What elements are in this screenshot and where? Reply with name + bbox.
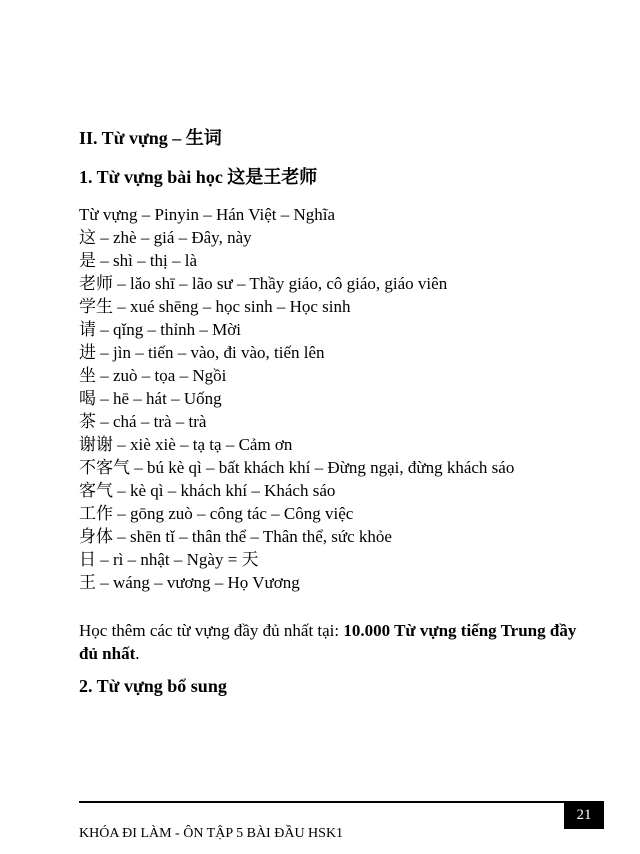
note-period: . (135, 644, 140, 663)
page-number: 21 (564, 801, 604, 829)
vocab-item: 学生 – xué shēng – học sinh – Học sinh (79, 297, 351, 316)
vocab-item: 老师 – lǎo shī – lão sư – Thầy giáo, cô giáo, giáo viên (79, 274, 448, 293)
vocab-item: 日 – rì – nhật – Ngày = 天 (79, 550, 259, 569)
footer-divider (79, 801, 564, 803)
vocab-resource-link-text: 10.000 Từ vựng tiếng Trung đầy đủ nhất (79, 621, 577, 663)
vocab-item: 这 – zhè – giá – Đây, này (79, 228, 252, 247)
vocab-item: 进 – jìn – tiến – vào, đi vào, tiến lên (79, 343, 325, 362)
vocab-item: 谢谢 – xiè xiè – tạ tạ – Cảm ơn (79, 435, 293, 454)
vocab-item: 客气 – kè qì – khách khí – Khách sáo (79, 481, 336, 500)
footer-course-title: KHÓA ĐI LÀM - ÔN TẬP 5 BÀI ĐẦU HSK1 (79, 826, 344, 841)
vocab-item: 请 – qǐng – thỉnh – Mời (79, 320, 241, 339)
lesson-vocab-heading: 1. Từ vựng bài học 这是王老师 (79, 167, 318, 187)
vocab-item: 是 – shì – thị – là (79, 251, 198, 270)
vocab-item: 茶 – chá – trà – trà (79, 412, 207, 431)
vocab-header-line: Từ vựng – Pinyin – Hán Việt – Nghĩa (79, 205, 336, 224)
vocab-item: 坐 – zuò – tọa – Ngồi (79, 366, 227, 385)
vocab-item: 工作 – gōng zuò – công tác – Công việc (79, 504, 354, 523)
vocab-item: 喝 – hē – hát – Uống (79, 389, 222, 408)
vocab-list (79, 203, 599, 594)
more-vocab-note (79, 619, 579, 665)
vocab-item: 身体 – shēn tǐ – thân thể – Thân thể, sức khỏe (79, 527, 392, 546)
supplementary-vocab-heading: 2. Từ vựng bổ sung (79, 676, 227, 696)
vocab-item: 不客气 – bú kè qì – bất khách khí – Đừng ngại, đừng khách sáo (79, 458, 515, 477)
vocab-item: 王 – wáng – vương – Họ Vương (79, 573, 300, 592)
note-text: Học thêm các từ vựng đầy đủ nhất tại: (79, 621, 344, 640)
section-title: II. Từ vựng – 生词 (79, 128, 222, 148)
